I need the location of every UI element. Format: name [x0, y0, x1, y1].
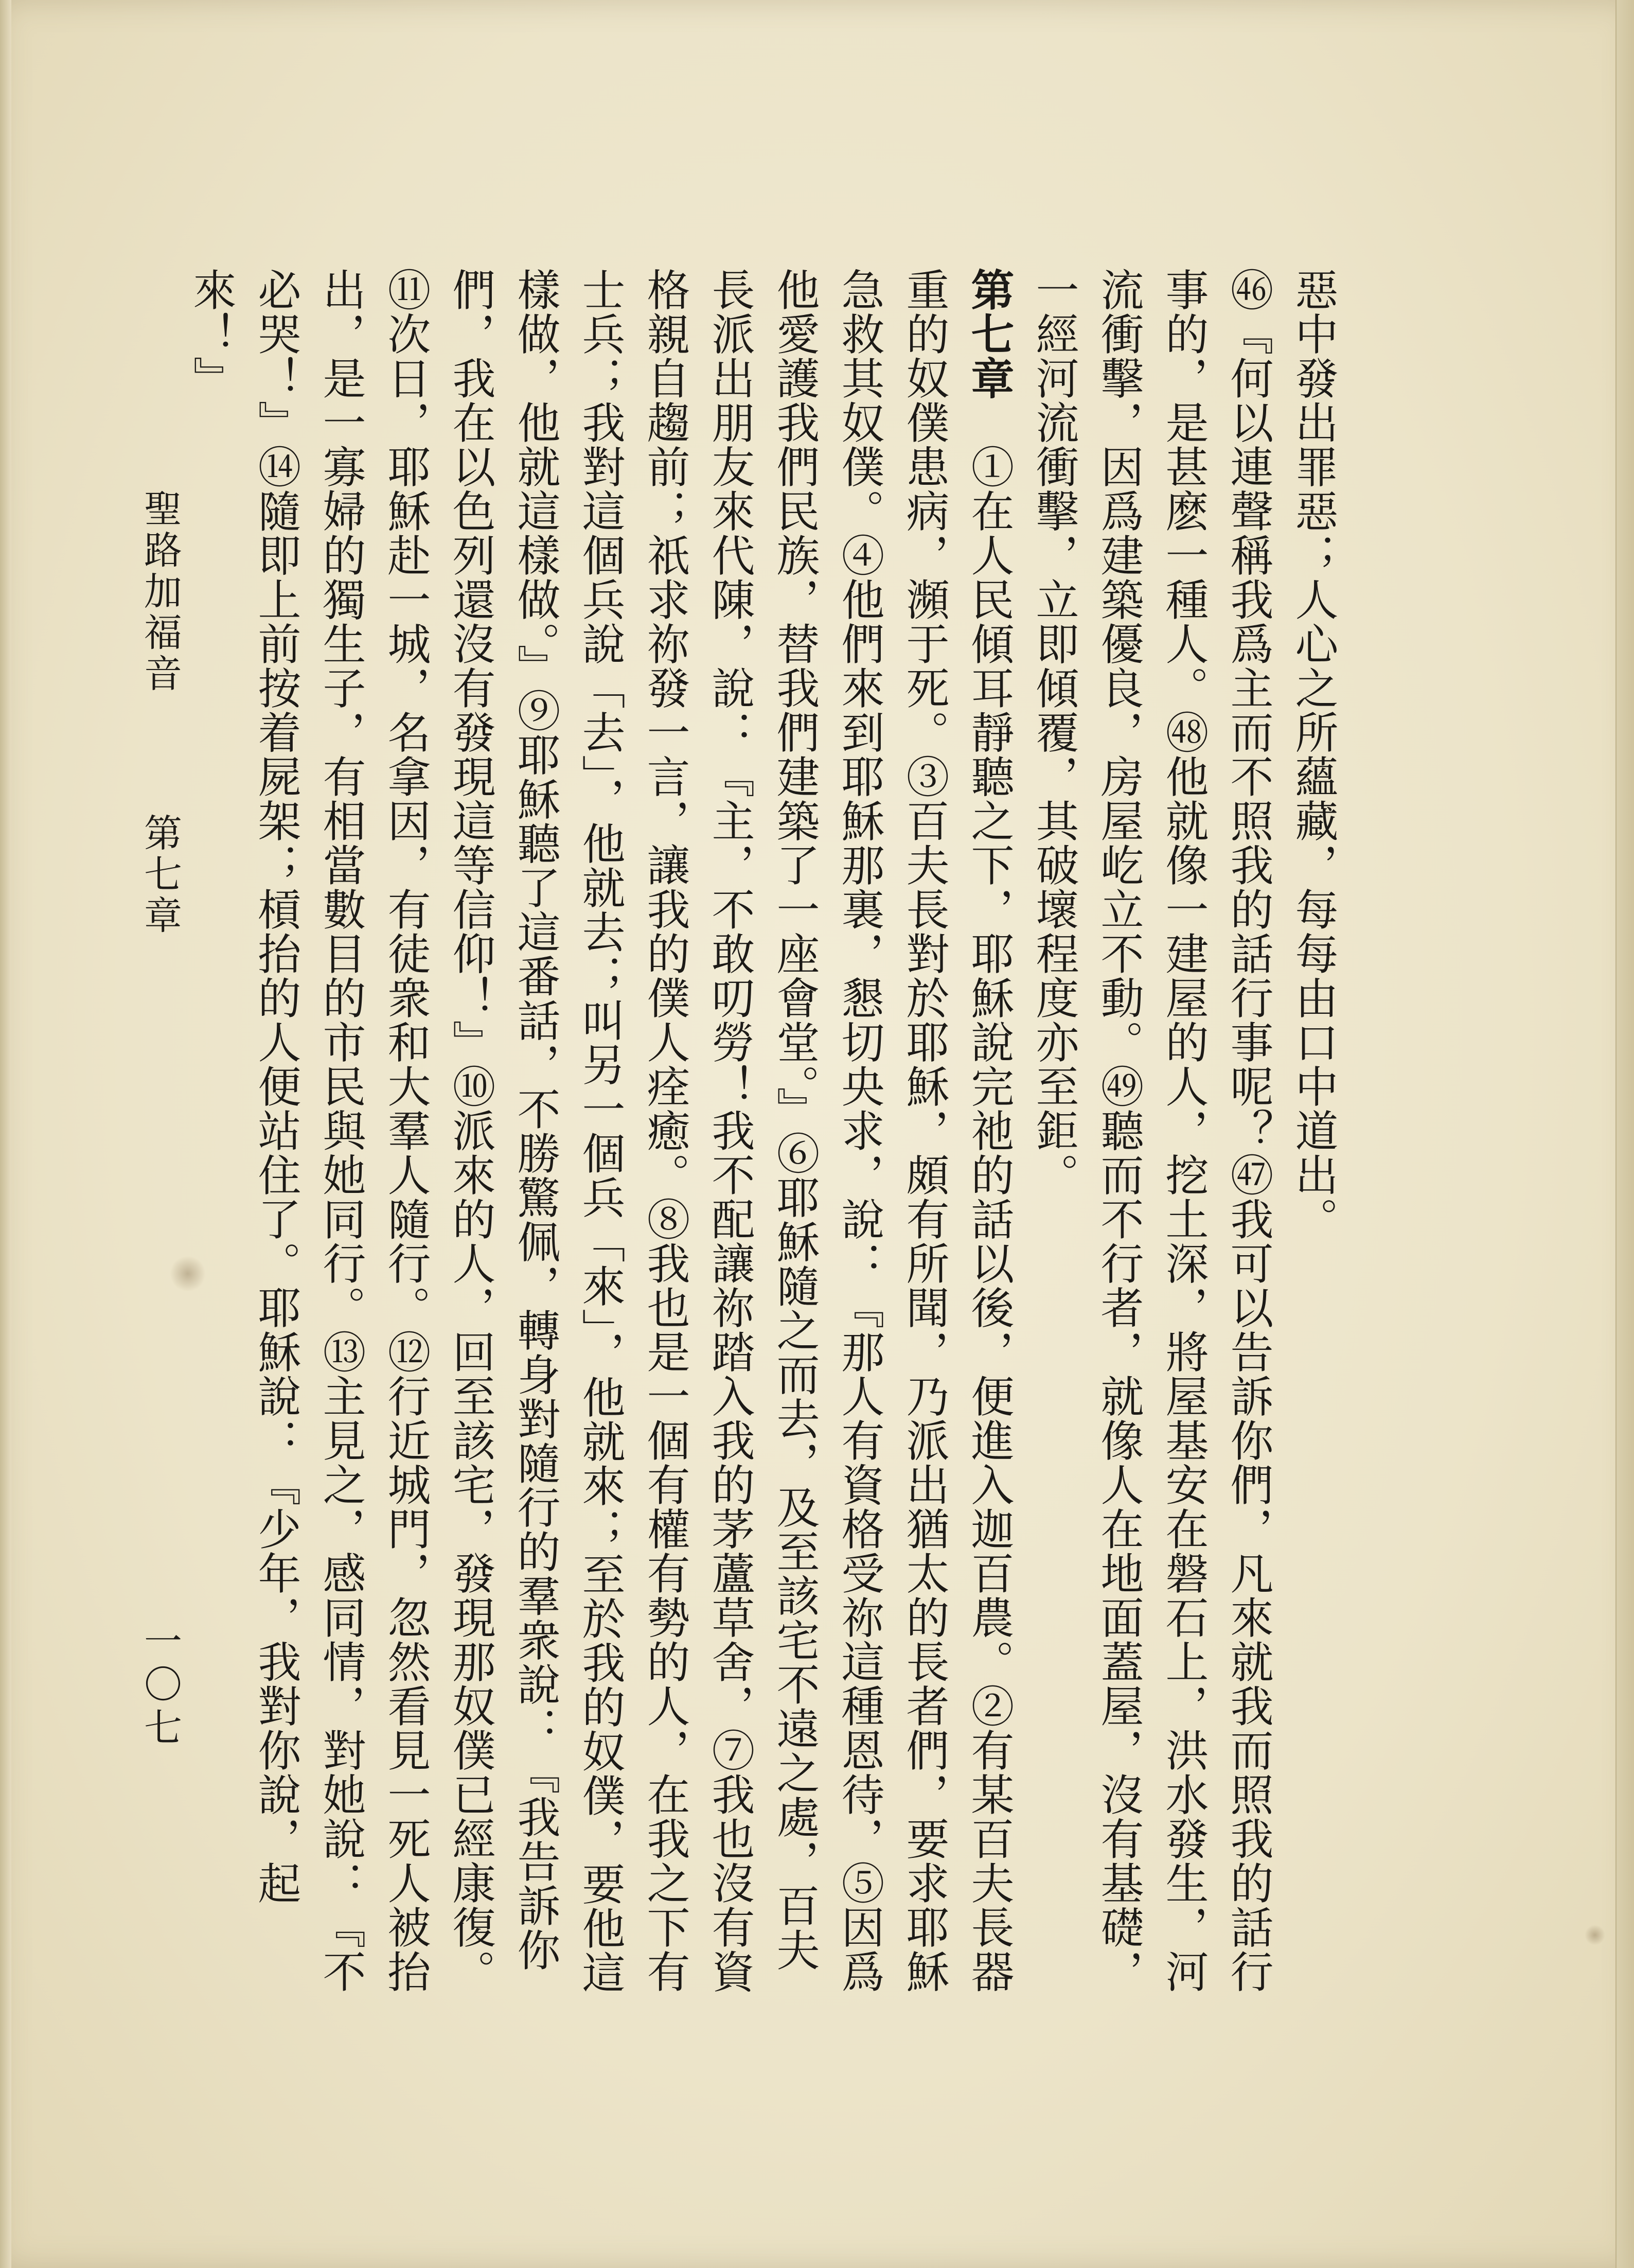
page-gutter-shadow [0, 0, 11, 2268]
running-footer [132, 489, 188, 1930]
page-edge [1615, 0, 1634, 2268]
book-title: 聖路加福音 [138, 489, 182, 695]
paper-stain [1585, 1925, 1605, 1945]
paragraph-verse-11: ⑪次日，耶穌赴一城，名拿因，有徒衆和大羣人隨行。⑫行近城門，忽然看見一死人被抬出，是一寡婦的獨生子，有相當數目的市民與她同行。⑬主見之，感同情，對她說：『不必哭！』⑭隨即上前按着屍架；槓抬的人便站住了。耶穌說：『少年，我對你說，起來！』 [186, 268, 431, 1994]
chapter-heading: 第七章 [964, 268, 1015, 400]
passage-verses-46-49: ㊻『何以連聲稱我爲主而不照我的話行事呢？㊼我可以告訴你們，凡來就我而照我的話行事的，是甚麽一種人。㊽他就像一建屋的人，挖土深，將屋基安在磐石上，洪水發生，河流衝擊，因爲建築優良，房屋屹立不動。㊾聽而不行者，就像人在地面蓋屋，沒有基礎，一經河流衝擊，立即傾覆，其破壞程度亦至鉅。 [1029, 268, 1274, 1994]
footer-chapter-label: 第七章 [138, 813, 182, 937]
page-number: 一〇七 [138, 1621, 182, 1751]
passage-line-1: 惡中發出罪惡；人心之所蘊藏，每每由口中道出。 [1288, 268, 1339, 1241]
chapter-body-text: ①在人民傾耳靜聽之下，耶穌說完祂的話以後，便進入迦百農。②有某百夫長器重的奴僕患病，瀕于死。③百夫長對於耶穌，頗有所聞，乃派出猶太的長者們，要求耶穌急救其奴僕。④他們來到耶穌那裏，懇切央求，說：『那人有資格受祢這種恩待，⑤因爲他愛護我們民族，替我們建築了一座會堂。』⑥耶穌隨之而去，及至該宅不遠之處，百夫長派出朋友來代陳，說：『主，不敢叨勞！我不配讓祢踏入我的茅蘆草舍，⑦我也沒有資格親自趨前；祇求祢發一言，讓我的僕人痊癒。⑧我也是一個有權有勢的人，在我之下有士兵；我對這個兵說「去」，他就去；叫另一個兵「來」，他就來；至於我的奴僕，要他這樣做，他就這樣做。』⑨耶穌聽了這番話，不勝驚佩，轉身對隨行的羣衆說：『我告訴你們，我在以色列還沒有發現這等信仰！』⑩派來的人，回至該宅，發現那奴僕已經康復。 [446, 268, 1015, 1995]
main-text-column-block [186, 268, 1346, 2007]
chapter-7-paragraph [438, 268, 1022, 2007]
